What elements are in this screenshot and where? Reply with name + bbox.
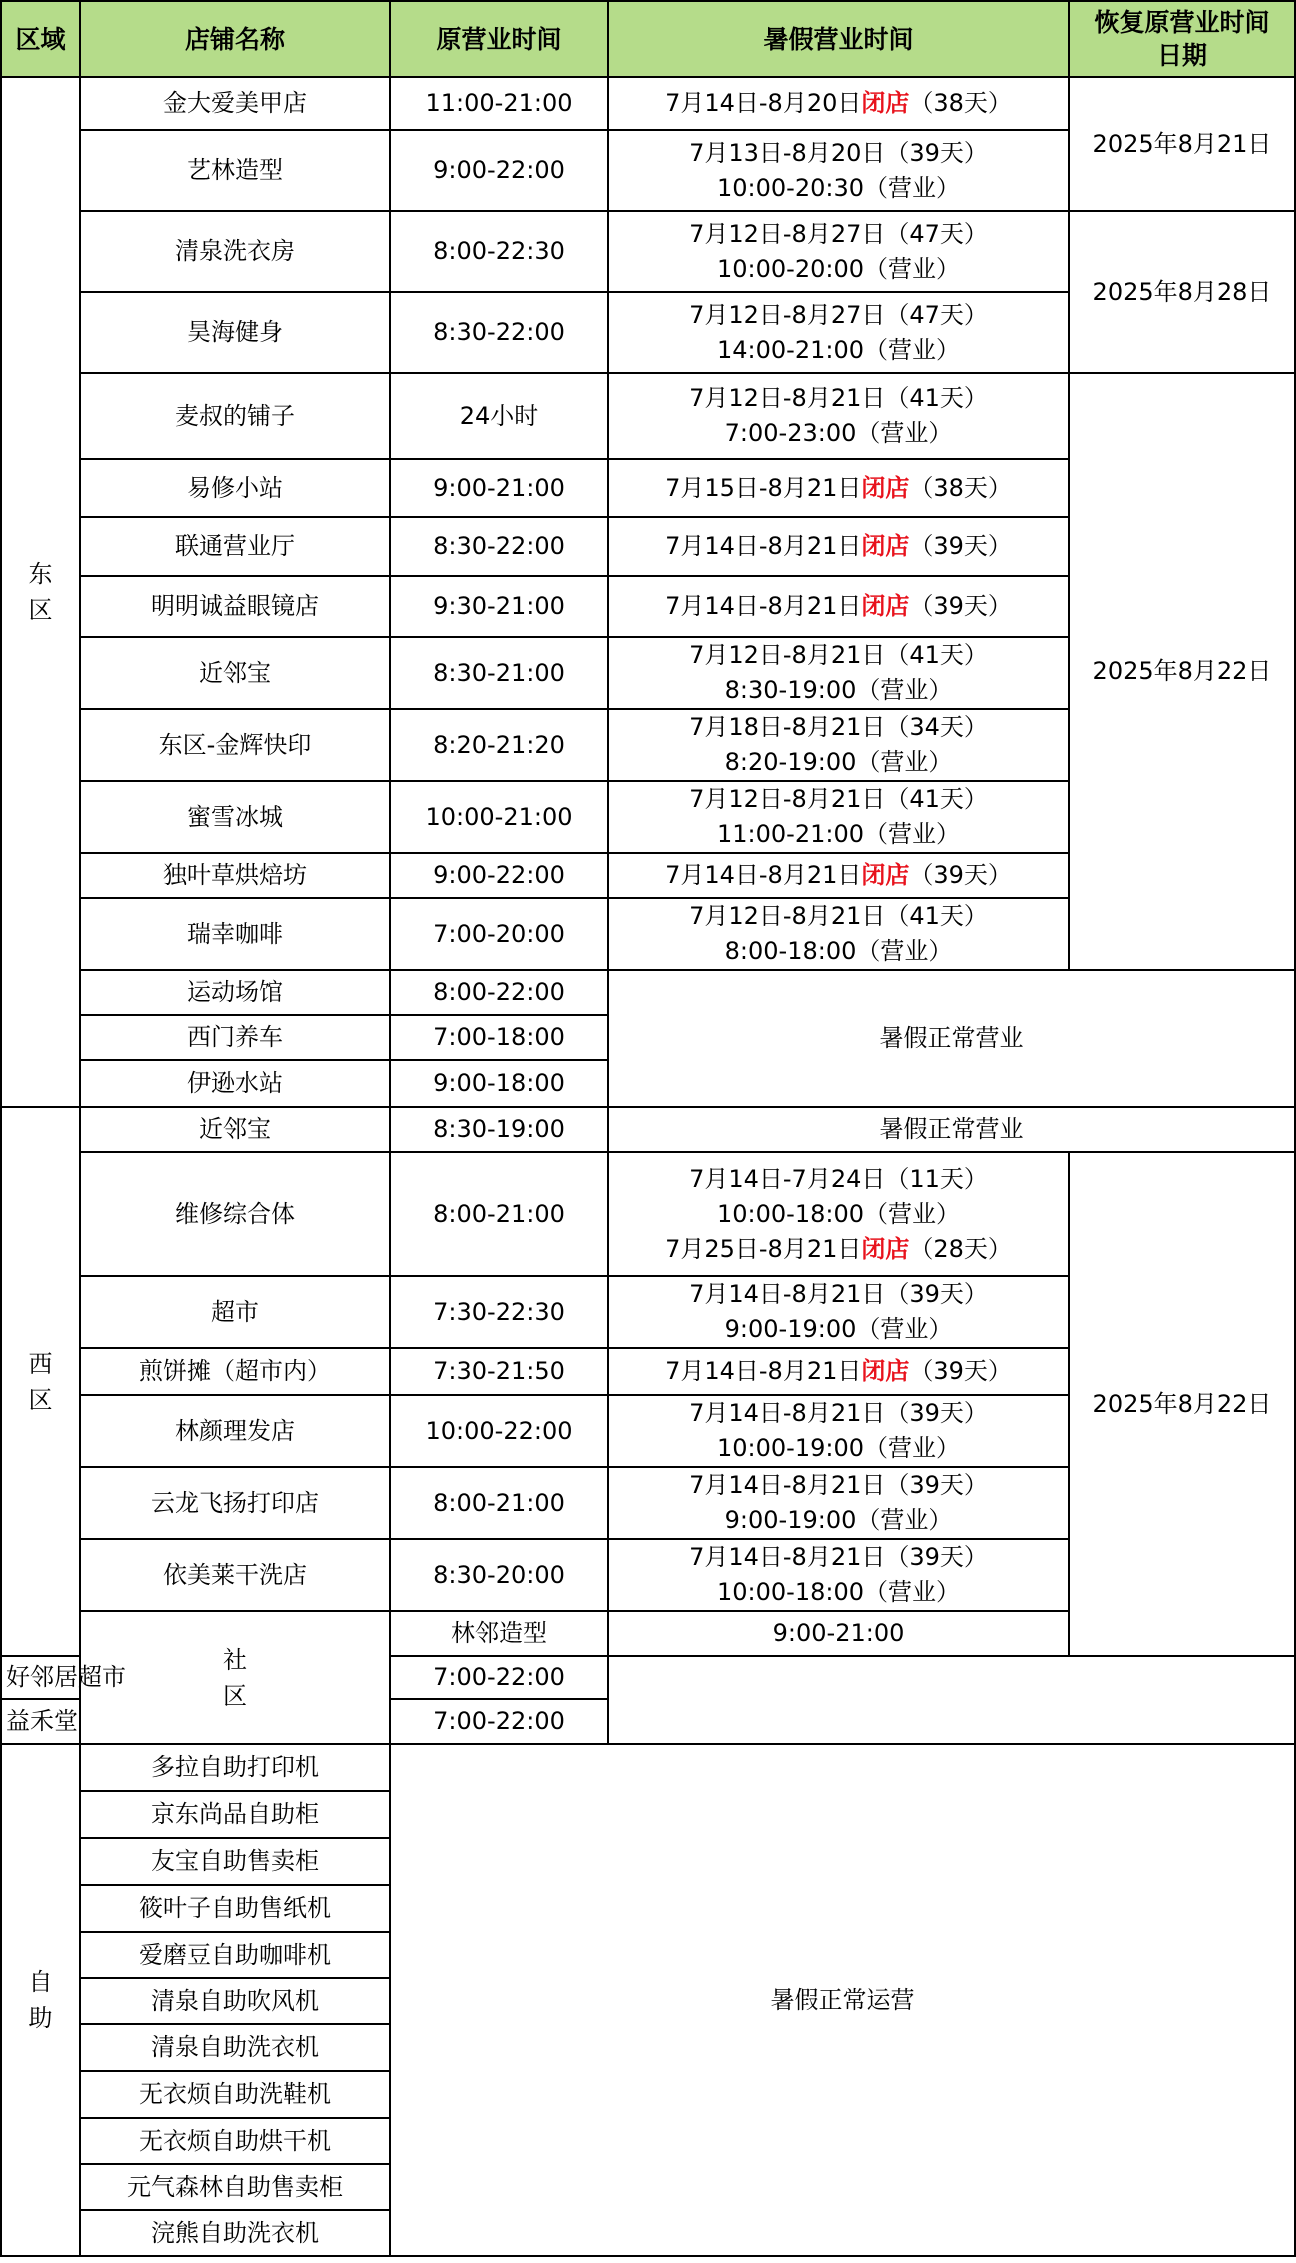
store-name: 西门养车: [80, 1015, 390, 1060]
summer-hours: [608, 1152, 1069, 1276]
store-name: 清泉自助吹风机: [80, 1978, 390, 2024]
day-count: （39天）: [909, 592, 1012, 620]
store-name: 益禾堂: [1, 1699, 80, 1744]
table-row: [1, 77, 1295, 130]
summer-hours: [608, 1467, 1069, 1539]
region-char: 助: [28, 2004, 53, 2032]
date-range: 7月14日-8月21日: [665, 532, 862, 560]
store-name: 麦叔的铺子: [80, 373, 390, 459]
header-summer-hours: 暑假营业时间: [608, 1, 1069, 77]
summer-line3: [613, 1232, 1064, 1267]
store-name: 林邻造型: [390, 1611, 608, 1656]
original-hours: 7:30-21:50: [390, 1348, 608, 1395]
original-hours: 8:00-21:00: [390, 1467, 608, 1539]
store-name: 伊逊水站: [80, 1060, 390, 1107]
store-name: 东区-金辉快印: [80, 709, 390, 781]
summer-hours: [608, 709, 1069, 781]
original-hours: 8:20-21:20: [390, 709, 608, 781]
original-hours: 10:00-21:00: [390, 781, 608, 853]
day-count: （38天）: [909, 473, 1012, 502]
summer-hours: [608, 373, 1069, 459]
date-range: 7月14日-8月20日: [665, 89, 862, 117]
day-count: （39天）: [909, 1357, 1012, 1385]
region-char: 自: [28, 1968, 53, 1996]
closed-label: 闭店: [861, 592, 910, 620]
date-range: 7月14日-8月21日: [665, 1357, 862, 1385]
date-range: 7月25日-8月21日: [665, 1234, 862, 1263]
summer-line1: 7月12日-8月21日（41天）: [689, 785, 988, 813]
summer-hours: [608, 1276, 1069, 1348]
closed-label: 闭店: [861, 89, 910, 117]
self-service-normal: 暑假正常运营: [390, 1744, 1295, 2256]
header-region: 区域: [1, 1, 80, 77]
summer-line2: 8:30-19:00（营业）: [724, 676, 953, 704]
summer-line1: 7月12日-8月21日（41天）: [689, 384, 988, 412]
date-range: 7月14日-8月21日: [665, 592, 862, 620]
store-name: 无衣烦自助洗鞋机: [80, 2071, 390, 2118]
summer-line1: 7月12日-8月27日（47天）: [689, 219, 988, 248]
original-hours: 7:00-20:00: [390, 898, 608, 970]
normal-operation: 暑假正常营业: [608, 970, 1295, 1107]
store-name: 瑞幸咖啡: [80, 898, 390, 970]
store-name: 昊海健身: [80, 292, 390, 373]
store-name: 维修综合体: [80, 1152, 390, 1276]
summer-line1: 7月14日-8月21日（39天）: [689, 1471, 988, 1499]
header-original-hours: 原营业时间: [390, 1, 608, 77]
original-hours: 11:00-21:00: [390, 77, 608, 130]
region-char: 社: [223, 1645, 247, 1674]
summer-hours: [608, 211, 1069, 292]
region-char: 区: [223, 1681, 247, 1710]
table-row: [1, 970, 1295, 1015]
store-name: 依美莱干洗店: [80, 1539, 390, 1611]
header-row: [1, 1, 1295, 77]
summer-line2: 11:00-21:00（营业）: [717, 820, 960, 848]
summer-line1: 7月14日-8月21日（39天）: [689, 1399, 988, 1427]
original-hours: 9:00-21:00: [608, 1611, 1069, 1656]
summer-hours: [608, 1348, 1069, 1395]
closed-label: 闭店: [861, 1357, 910, 1385]
original-hours: 8:00-21:00: [390, 1152, 608, 1276]
store-name: 易修小站: [80, 459, 390, 517]
resume-date: 2025年8月28日: [1069, 211, 1295, 373]
closed-label: 闭店: [861, 473, 910, 502]
summer-hours: [608, 1395, 1069, 1467]
summer-line1: 7月13日-8月20日（39天）: [689, 138, 988, 167]
region-char: 区: [28, 1385, 53, 1414]
original-hours: 8:30-21:00: [390, 637, 608, 709]
summer-hours: [608, 1539, 1069, 1611]
summer-line2: 14:00-21:00（营业）: [717, 335, 960, 364]
store-name: 运动场馆: [80, 970, 390, 1015]
original-hours: 7:00-18:00: [390, 1015, 608, 1060]
summer-line2: 10:00-20:00（营业）: [717, 254, 960, 283]
original-hours: 8:30-20:00: [390, 1539, 608, 1611]
store-name: 无衣烦自助烘干机: [80, 2118, 390, 2164]
table-row: [1, 1152, 1295, 1276]
store-name: 蜜雪冰城: [80, 781, 390, 853]
original-hours: 9:00-22:00: [390, 130, 608, 211]
summer-hours: [608, 576, 1069, 637]
table-row: [1, 1107, 1295, 1152]
summer-line1: 7月14日-7月24日（11天）: [689, 1164, 988, 1193]
original-hours: 9:30-21:00: [390, 576, 608, 637]
region-char: 东: [28, 560, 53, 588]
store-name: 元气森林自助售卖柜: [80, 2164, 390, 2210]
original-hours: 9:00-22:00: [390, 853, 608, 898]
summer-hours: [608, 77, 1069, 130]
store-name: 联通营业厅: [80, 517, 390, 576]
region-self-service: [1, 1744, 80, 2256]
summer-line2: 8:20-19:00（营业）: [724, 748, 953, 776]
date-range: 7月14日-8月21日: [665, 861, 862, 889]
region-community: [80, 1611, 390, 1744]
store-name: 近邻宝: [80, 637, 390, 709]
store-name: 超市: [80, 1276, 390, 1348]
store-name: 近邻宝: [80, 1107, 390, 1152]
original-hours: 7:00-22:00: [390, 1699, 608, 1744]
store-name: 浣熊自助洗衣机: [80, 2210, 390, 2256]
store-name: 艺林造型: [80, 130, 390, 211]
store-name: 友宝自助售卖柜: [80, 1838, 390, 1885]
region-east: [1, 77, 80, 1107]
date-range: 7月15日-8月21日: [665, 473, 862, 502]
store-name: 多拉自助打印机: [80, 1744, 390, 1791]
summer-line1: 7月14日-8月21日（39天）: [689, 1543, 988, 1571]
summer-line1: 7月12日-8月27日（47天）: [689, 300, 988, 329]
summer-line1: 7月12日-8月21日（41天）: [689, 902, 988, 930]
store-name: 独叶草烘焙坊: [80, 853, 390, 898]
summer-line2: 10:00-19:00（营业）: [717, 1434, 960, 1462]
store-name: 云龙飞扬打印店: [80, 1467, 390, 1539]
summer-line2: 10:00-20:30（营业）: [717, 173, 960, 202]
closed-label: 闭店: [861, 532, 910, 560]
region-char: 区: [28, 596, 53, 624]
closed-label: 闭店: [861, 861, 910, 889]
resume-date: 2025年8月22日: [1069, 373, 1295, 970]
region-char: 西: [28, 1349, 53, 1378]
store-name: 爱磨豆自助咖啡机: [80, 1932, 390, 1978]
summer-line2: 9:00-19:00（营业）: [724, 1315, 953, 1343]
header-resume-date: [1069, 1, 1295, 77]
summer-line2: 10:00-18:00（营业）: [717, 1199, 960, 1228]
original-hours: 9:00-18:00: [390, 1060, 608, 1107]
summer-line2: 9:00-19:00（营业）: [724, 1506, 953, 1534]
header-resume-date-line1: 恢复原营业时间: [1094, 8, 1270, 37]
summer-hours: [608, 292, 1069, 373]
resume-date: 2025年8月22日: [1069, 1152, 1295, 1656]
store-name: 清泉洗衣房: [80, 211, 390, 292]
original-hours: 8:30-22:00: [390, 292, 608, 373]
original-hours: 8:30-22:00: [390, 517, 608, 576]
original-hours: 8:00-22:30: [390, 211, 608, 292]
summer-hours: [608, 130, 1069, 211]
table-row: [1, 1744, 1295, 1791]
normal-operation: 暑假正常营业: [608, 1107, 1295, 1152]
summer-line1: 7月12日-8月21日（41天）: [689, 641, 988, 669]
original-hours: 8:30-19:00: [390, 1107, 608, 1152]
summer-hours: [608, 898, 1069, 970]
summer-line1: 7月18日-8月21日（34天）: [689, 713, 988, 741]
summer-hours: [608, 637, 1069, 709]
summer-hours: [608, 459, 1069, 517]
original-hours: 10:00-22:00: [390, 1395, 608, 1467]
day-count: （38天）: [909, 89, 1012, 117]
store-name: 明明诚益眼镜店: [80, 576, 390, 637]
resume-date: 2025年8月21日: [1069, 77, 1295, 211]
header-store-name: 店铺名称: [80, 1, 390, 77]
store-name: 林颜理发店: [80, 1395, 390, 1467]
day-count: （39天）: [909, 532, 1012, 560]
closed-label: 闭店: [861, 1234, 910, 1263]
original-hours: 8:00-22:00: [390, 970, 608, 1015]
store-name: 清泉自助洗衣机: [80, 2024, 390, 2071]
store-name: 煎饼摊（超市内）: [80, 1348, 390, 1395]
original-hours: 7:00-22:00: [390, 1656, 608, 1699]
day-count: （28天）: [909, 1234, 1012, 1263]
store-name: 筱叶子自助售纸机: [80, 1885, 390, 1932]
header-resume-date-line2: 日期: [1156, 41, 1207, 70]
table-row: [1, 373, 1295, 459]
store-name: 京东尚品自助柜: [80, 1791, 390, 1838]
table-row: [1, 211, 1295, 292]
summer-hours: [608, 517, 1069, 576]
summer-hours: [608, 781, 1069, 853]
original-hours: 24小时: [390, 373, 608, 459]
summer-hours: [608, 853, 1069, 898]
summer-line2: 8:00-18:00（营业）: [724, 937, 953, 965]
day-count: （39天）: [909, 861, 1012, 889]
summer-line2: 10:00-18:00（营业）: [717, 1578, 960, 1606]
store-name: 好邻居超市: [1, 1656, 80, 1699]
summer-line1: 7月14日-8月21日（39天）: [689, 1280, 988, 1308]
region-west: [1, 1107, 80, 1656]
summer-line2: 7:00-23:00（营业）: [724, 419, 953, 447]
original-hours: 7:30-22:30: [390, 1276, 608, 1348]
store-name: 金大爱美甲店: [80, 77, 390, 130]
original-hours: 9:00-21:00: [390, 459, 608, 517]
